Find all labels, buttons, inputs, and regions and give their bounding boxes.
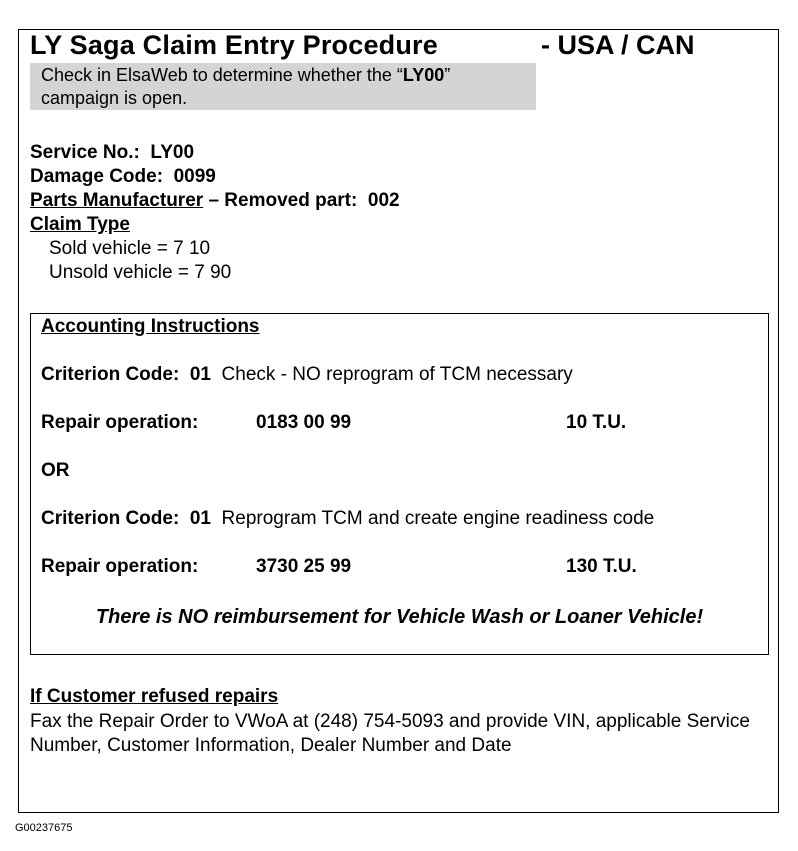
page-title: LY Saga Claim Entry Procedure [30, 30, 438, 60]
elsaweb-note [30, 63, 536, 110]
criterion-row-2 [41, 508, 654, 530]
note-code: LY00 [402, 65, 445, 85]
criterion-label-2: Criterion Code: [41, 508, 180, 529]
damage-code-label: Damage Code: [30, 166, 164, 187]
reimbursement-warning: There is NO reimbursement for Vehicle Wash or Loaner Vehicle! [95, 606, 704, 628]
note-suffix: ” [444, 65, 451, 85]
criterion-row-1 [41, 364, 573, 386]
repair-operation-label-2: Repair operation: [41, 556, 199, 577]
refused-repairs-text: Fax the Repair Order to VWoA at (248) 754-5093 and provide VIN, applicable Service Number, Customer Information, Dealer Number and Date [30, 711, 750, 756]
removed-part-row [30, 190, 400, 212]
criterion-value-2: 01 [189, 508, 211, 529]
parts-manufacturer-label: Parts Manufacturer [30, 190, 204, 211]
criterion-label-1: Criterion Code: [41, 364, 180, 385]
accounting-heading: Accounting Instructions [41, 316, 260, 337]
repair-operation-code-1: 0183 00 99 [256, 412, 352, 433]
damage-code-value: 0099 [173, 166, 216, 187]
removed-part-value: 002 [367, 190, 400, 211]
removed-part-label: – Removed part: [208, 190, 358, 211]
note-line-2: campaign is open. [41, 88, 188, 108]
repair-operation-code-2: 3730 25 99 [256, 556, 352, 577]
damage-code-row [30, 166, 216, 188]
note-line-1 [41, 64, 536, 87]
service-number-row [30, 142, 194, 164]
service-number-value: LY00 [150, 142, 195, 163]
page-title-region: - USA / CAN [541, 30, 695, 60]
unsold-vehicle-line: Unsold vehicle = 7 90 [49, 262, 232, 283]
sold-vehicle-line: Sold vehicle = 7 10 [49, 238, 211, 259]
claim-type-heading: Claim Type [30, 214, 130, 235]
repair-operation-tu-1: 10 T.U. [566, 412, 627, 433]
repair-operation-tu-2: 130 T.U. [566, 556, 637, 577]
figure-id: G00237675 [15, 822, 73, 834]
or-separator: OR [41, 460, 70, 481]
note-prefix: Check in ElsaWeb to determine whether the “ [41, 65, 403, 85]
criterion-value-1: 01 [189, 364, 211, 385]
repair-operation-label-1: Repair operation: [41, 412, 199, 433]
criterion-desc-1: Check - NO reprogram of TCM necessary [221, 364, 573, 385]
service-number-label: Service No.: [30, 142, 140, 163]
refused-repairs-heading: If Customer refused repairs [30, 686, 279, 707]
criterion-desc-2: Reprogram TCM and create engine readiness code [221, 508, 655, 529]
